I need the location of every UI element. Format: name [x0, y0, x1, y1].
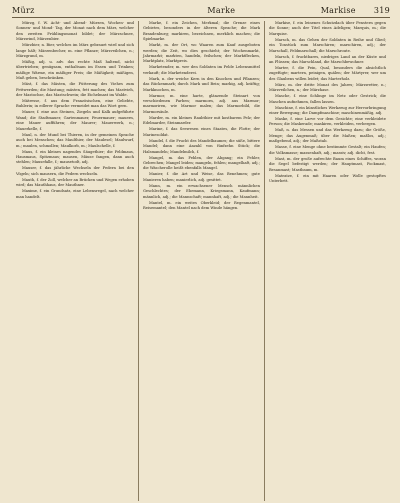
dictionary-entry: Markt, m. der Ort, wo Waaren zum Kauf ausgeboten werden; die Zeit, wo dies geschieht; der Wochenmarkt, Jahrmarkt; markten, handeln, feilschen; der Marktflecken, Marktplatz, Marktpreis. [142, 43, 260, 64]
text-columns [12, 21, 390, 501]
dictionary-entry: Mangel, m. das Fehlen, der Abgang; ein Fehler, Gebrechen; Mangel leiden; mangeln, fehlen; mangelhaft, adj.; die Wäscherolle heißt ebenfalls Mangel. [142, 155, 260, 171]
dictionary-entry: Marke, f. ein Zeichen, Merkmal; die Grenze eines Gebietes, besonders in der älteren Sprache; die Mark Brandenburg; markiren, bezeichnen, merklich machen; die Spielmarke. [142, 21, 260, 42]
dictionary-entry: Maul, n. der Mund bei Thieren, in der gemeinen Sprache auch bei Menschen; das Maulthier, der Maulesel; Maulwurf, m.; maulen, schmollen; Maulkorb, m.; Maulschelle, f. [16, 132, 134, 148]
guide-word-left: Mürz [12, 6, 35, 15]
dictionary-entry: Masche, f. eine Schlinge im Netz oder Gestrick; die Maschen aufnehmen, fallen lassen. [268, 94, 386, 104]
dictionary-entry: Mast, m. der große aufrechte Baum eines Schiffes, woran die Segel befestigt werden; der Hauptmast, Fockmast, Besanmast; Mastbaum, m. [268, 156, 386, 172]
dictionary-entry: Mauer, f. eine aus Steinen, Ziegeln und Kalk aufgeführte Wand; die Stadtmauer, Gartenmauer, Feuermauer; mauern, eine Mauer aufführen; der Maurer; Mauerwerk, n.; Mauerkelle, f. [16, 110, 134, 131]
dictionary-entry: Mäßig, adj. u. adv. das rechte Maß haltend, nicht übertrieben; genügsam, enthaltsam im Essen und Trinken; mäßige Wärme, ein mäßiger Preis; die Mäßigkeit; mäßigen, Maß geben, beschränken. [16, 60, 134, 81]
dictionary-entry: März, m. der dritte Monat des Jahres; Märzwetter, n.; Märzveilchen, n.; der Märzhase. [268, 82, 386, 93]
dictionary-entry: Maxime, f. ein Grundsatz, eine Lebensregel, nach welcher man handelt. [16, 189, 134, 199]
dictionary-entry: Marder, m. ein kleines Raubthier mit kostbarem Pelz; der Edelmarder, Steinmarder. [142, 115, 260, 126]
dictionary-entry: Mauth, f. der Zoll, welcher an Brücken und Wegen erhoben wird; das Mauthhaus, der Mauthner. [16, 177, 134, 188]
dictionary-entry: Matratze, f. ein mit Haaren oder Wolle gestopftes Unterbett. [268, 173, 386, 183]
column-2 [138, 21, 264, 501]
dictionary-entry: Markise, f. ein leinenes Schutzdach über Fenstern gegen die Sonne; auch der Titel eines Adeligen; Marquis, m.; die Marquise. [268, 21, 386, 36]
dictionary-entry: Marketender, m. wer den Soldaten im Felde Lebensmittel verkauft; die Marketenderei. [142, 65, 260, 75]
dictionary-entry: Marsch, m. das Gehen der Soldaten in Reihe und Glied; ein Tonstück zum Marschiren; marschiren, adj.; der Marschall, Feldmarschall; die Marschroute. [268, 37, 386, 53]
dictionary-entry: Mauser, f. das jährliche Wechseln der Federn bei den Vögeln; sich mausern, die Federn wechseln. [16, 166, 134, 176]
page-number: 319 [373, 6, 390, 15]
running-header [12, 6, 390, 18]
dictionary-entry: Manier, f. die Art und Weise, das Benehmen; gute Manieren haben; manierlich, adj. gesittet. [142, 172, 260, 182]
dictionary-entry: Mäst, f. das Mästen, die Fütterung des Viehes zum Fettwerden; die Mastung; mästen, fett machen; das Mastvieh, der Mastochse, das Mastschwein; die Eichelmast im Walde. [16, 82, 134, 98]
dictionary-entry: Marine, f. das Seewesen eines Staates, die Flotte; der Marinesoldat. [142, 127, 260, 137]
dictionary-entry: Mürzbier, n. Bier, welches im März gebrauet wird und sich lange hält; Märzenbecher, m. eine Pflanze; Märzveilchen, n.; Märzgrund, m. [16, 43, 134, 59]
dictionary-entry: Mätresse, f. aus dem Französischen, eine Geliebte, Buhlerin; in edlerer Sprache vermeidet man das Wort gern. [16, 99, 134, 109]
dictionary-entry: Maschine, f. ein künstliches Werkzeug zur Hervorbringung einer Bewegung; die Dampfmaschine; maschinenmäßig, adj. [268, 105, 386, 116]
dictionary-entry: Maß, n. das Messen und das Werkzeug dazu; die Größe, Menge; das Augenmaß; über die Maßen; maßlos, adj.; maßgebend, adj.; der Maßstab. [268, 128, 386, 144]
dictionary-entry: Maske, f. eine Larve vor dem Gesichte; eine verkleidete Person; die Maskerade; maskiren, verkleiden, verbergen. [268, 117, 386, 127]
dictionary-entry: Masse, f. eine Menge ohne bestimmte Gestalt; ein Haufen; die Volksmasse; massenhaft, adj.; massiv, adj. dicht, fest. [268, 145, 386, 155]
dictionary-entry: Mandel, f. die Frucht des Mandelbaumes; die süße, bittere Mandel; dann eine Anzahl von fünfzehn Stück; die Halsmandeln; Mandelmilch, f. [142, 138, 260, 154]
dictionary-entry: Marter, f. die Pein, Qual, besonders die absichtlich zugefügte; martern, peinigen, quälen; der Märtyrer, wer um des Glaubens willen leidet; das Marterholz. [268, 66, 386, 81]
dictionary-entry: Marsch, f. fruchtbares, niedriges Land an der Küste und an Flüssen; das Marschland, die Marschbewohner. [268, 54, 386, 65]
dictionary-entry: Maus, f. ein kleines nagendes Säugethier; die Feldmaus, Hausmaus, Spitzmaus; mausen, Mäuse fangen, dann auch stehlen; Mausefalle, f.; mausetodt, adj. [16, 149, 134, 165]
dictionary-entry: Mann, m. ein erwachsener Mensch männlichen Geschlechtes; der Ehemann, Kriegsmann, Kaufmann; männlich, adj.; die Mannschaft; mannhaft, adj.; die Mannheit. [142, 183, 260, 199]
dictionary-entry: Marmor, m. eine harte, glänzende Steinart von verschiedenen Farben; marmorn, adj. aus Marmor; marmoriren, wie Marmor malen; das Marmorbild, die Marmorsäule. [142, 93, 260, 114]
dictionary-entry: Mark, n. der weiche Kern in den Knochen und Pflanzen; das Rückenmark; durch Mark und Bein; markig, adj. kräftig; Markknochen, m. [142, 76, 260, 92]
dictionary-entry: Mantel, m. ein weites Oberkleid; der Regenmantel, Reisemantel; den Mantel nach dem Winde hängen. [142, 200, 260, 210]
dictionary-entry: Mürzg, f. W. Acht- und Abend- Mürzen, Wochen- und Sonnen- und Mond- Tag, der Monat nach dem März, welcher den zweiten Frühlingsmonat bildet; der Märzschnee, Märzwind, Märzenbier. [16, 21, 134, 42]
guide-word-center: Marke [207, 6, 236, 15]
column-3 [264, 21, 390, 501]
guide-word-right: Markise [320, 6, 356, 15]
column-1 [12, 21, 138, 501]
